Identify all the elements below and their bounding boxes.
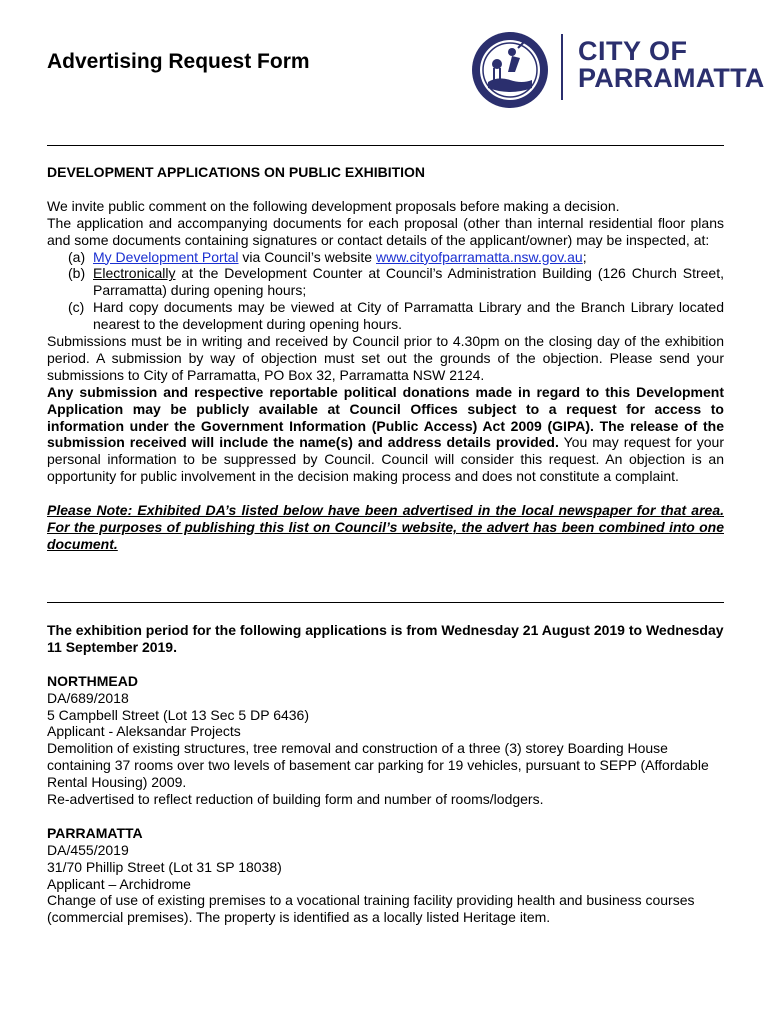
my-development-portal-link[interactable]: My Development Portal xyxy=(93,248,239,265)
inspection-paragraph: The application and accompanying documents for each proposal (other than internal residential floor plans and some documents containing signatures or contact details of the applicant/owner) may be inspected, at: xyxy=(47,214,724,248)
logo-line-1: CITY OF xyxy=(578,36,688,66)
logo-wordmark xyxy=(578,38,764,92)
middle-divider xyxy=(47,602,724,603)
submissions-paragraph: Submissions must be in writing and received by Council prior to 4.30pm on the closing day of the exhibition period. A submission by way of objection must set out the grounds of the objection. Please send your submissions to City of Parramatta, PO Box 32, Parramatta NSW 2124. xyxy=(47,333,724,383)
list-item: (b) Electronically at the Development Counter at Council’s Administration Building (126 Church Street, Parramatta) during opening hours; xyxy=(68,265,724,299)
suburb-heading: PARRAMATTA xyxy=(47,824,143,841)
property-address: 31/70 Phillip Street (Lot 31 SP 18038) xyxy=(47,858,282,875)
intro-paragraph: We invite public comment on the following development proposals before making a decision. xyxy=(47,197,620,214)
applicant-name: Applicant – Archidrome xyxy=(47,875,191,892)
exhibition-notice xyxy=(47,164,724,553)
privacy-notice: Any submission and respective reportable political donations made in regard to this Development Application may be publicly available at Council Offices subject to a request for access to information under the Government Information (Public Access) Act 2009 (GIPA). The release of the submission received will include the name(s) and address details provided. You may request for your personal information to be suppressed by Council. Council will consider this request. An objection is an opportunity for public involvement in the decision making process and does not constitute a complaint. xyxy=(47,383,724,485)
section-heading: DEVELOPMENT APPLICATIONS ON PUBLIC EXHIBITION xyxy=(47,164,426,180)
city-of-parramatta-logo xyxy=(468,28,765,112)
proposal-description: Change of use of existing premises to a vocational training facility providing health and business courses (commercial premises). The property is identified as a locally listed Heritage item. xyxy=(47,892,695,926)
application-entry xyxy=(47,825,724,926)
please-note: Please Note: Exhibited DA’s listed below have been advertised in the local newspaper for that area. For the purposes of publishing this list on Council’s website, the advert has been combined into one document. xyxy=(47,502,724,552)
top-divider xyxy=(47,145,724,146)
logo-line-2: PARRAMATTA xyxy=(578,63,765,93)
application-entry xyxy=(47,673,724,808)
da-number: DA/689/2018 xyxy=(47,689,129,706)
list-item: (c) Hard copy documents may be viewed at City of Parramatta Library and the Branch Library located nearest to the development during opening hours. xyxy=(68,299,724,333)
readvertised-note: Re-advertised to reflect reduction of building form and number of rooms/lodgers. xyxy=(47,791,544,808)
suburb-heading: NORTHMEAD xyxy=(47,672,138,689)
applicant-name: Applicant - Aleksandar Projects xyxy=(47,723,241,740)
page-title: Advertising Request Form xyxy=(47,50,310,73)
da-number: DA/455/2019 xyxy=(47,841,129,858)
logo-divider xyxy=(561,34,563,100)
applications-list xyxy=(47,622,724,926)
council-website-link[interactable]: www.cityofparramatta.nsw.gov.au xyxy=(376,248,583,265)
inspection-options xyxy=(47,249,724,334)
property-address: 5 Campbell Street (Lot 13 Sec 5 DP 6436) xyxy=(47,706,310,723)
list-item: (a) My Development Portal via Council’s website www.cityofparramatta.nsw.gov.au; xyxy=(68,248,587,265)
council-seal-icon xyxy=(468,28,552,112)
proposal-description: Demolition of existing structures, tree removal and construction of a three (3) storey Boarding House containing 37 rooms over two levels of basement car parking for 19 vehicles, pursuant to SEPP (Affordable Rental Housing) 2009. xyxy=(47,740,709,791)
exhibition-period: The exhibition period for the following applications is from Wednesday 21 August 2019 to Wednesday 11 September 2019. xyxy=(47,622,724,655)
